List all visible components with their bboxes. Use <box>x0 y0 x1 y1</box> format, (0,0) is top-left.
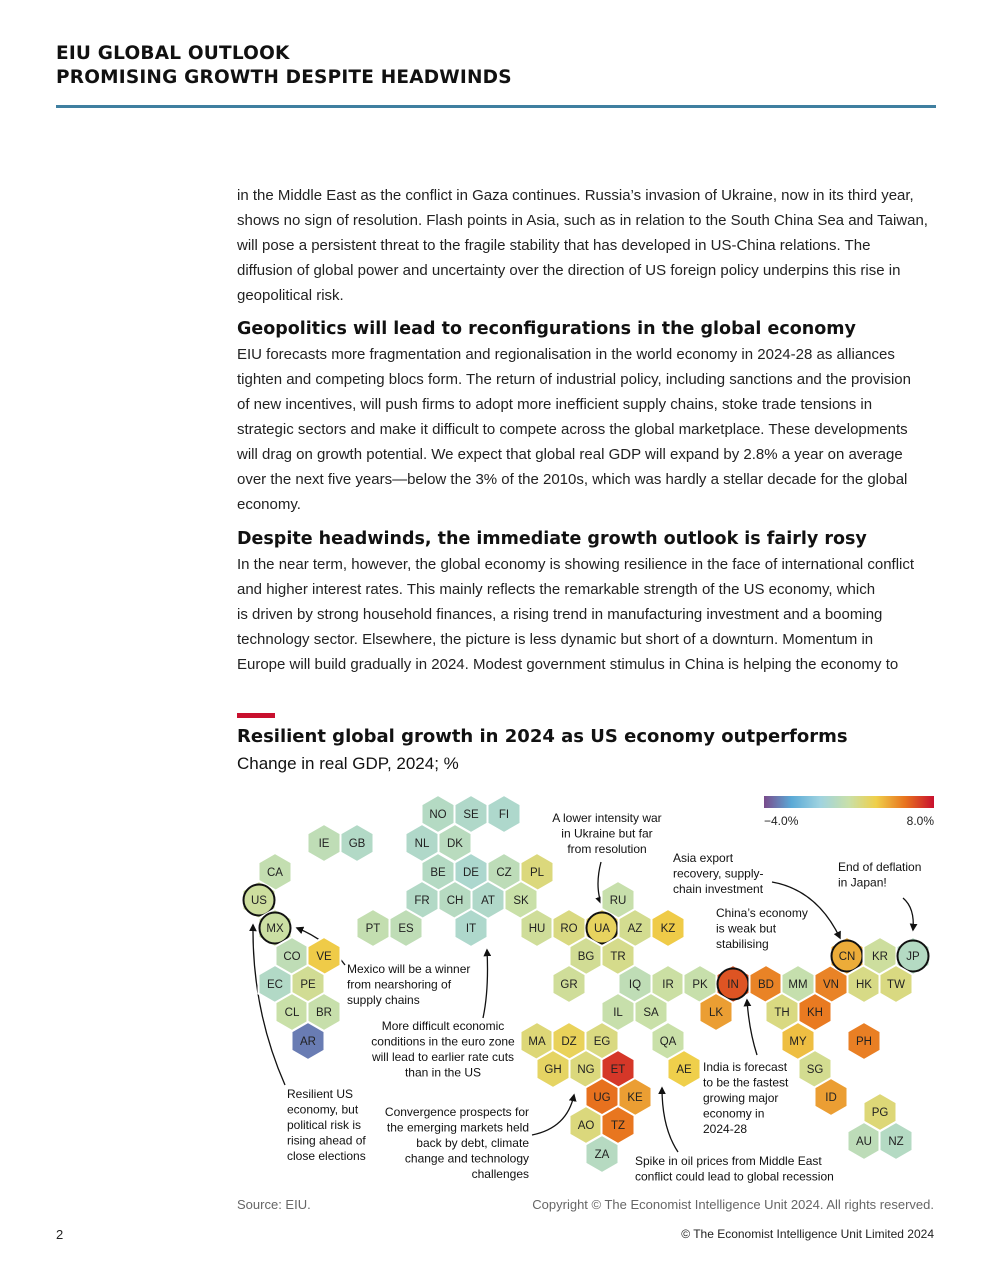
hex-label: KE <box>627 1092 643 1104</box>
hex-label: GR <box>560 979 578 991</box>
text-line: over the next five years—below the 3% of the 2010s, which was hardly a stellar decade for the global <box>237 471 908 488</box>
text-line: EIU forecasts more fragmentation and regionalisation in the world economy in 2024-28 as alliances <box>237 346 895 363</box>
hex-label: ID <box>825 1092 837 1104</box>
hex-label: VN <box>823 979 839 991</box>
page-copyright: © The Economist Intelligence Unit Limited 2024 <box>681 1227 934 1241</box>
hex-label: ZA <box>594 1149 610 1161</box>
arrow-euro <box>483 950 488 1018</box>
annotation-mexico: Mexico will be a winner from nearshoring of supply chains <box>347 962 471 1007</box>
hex-label: EG <box>593 1036 611 1048</box>
hex-label: AO <box>577 1120 595 1132</box>
text-line: shows no sign of resolution. Flash points in Asia, such as in relation to the South China Sea and Taiwan, <box>237 212 928 229</box>
hex-label: CN <box>838 951 856 963</box>
text-line: In the near term, however, the global economy is showing resilience in the face of international conflict <box>237 556 915 573</box>
country-hex-pt <box>357 909 390 947</box>
country-hex-fi <box>488 795 521 833</box>
hex-label: TH <box>774 1007 790 1019</box>
annotation-japan: End of deflation in Japan! <box>838 860 922 890</box>
arrow-japan <box>903 898 913 930</box>
hex-label: TR <box>610 951 626 963</box>
country-hex-ph <box>848 1022 881 1060</box>
hex-label: SG <box>806 1064 824 1076</box>
hex-label: ES <box>398 923 414 935</box>
annotation-euro: More difficult economic conditions in the euro zone will lead to earlier rate cuts than in the US <box>371 1019 515 1080</box>
paragraph-2 <box>237 342 937 517</box>
hex-label: DE <box>463 867 479 879</box>
hex-label: BD <box>758 979 774 991</box>
hex-label: PL <box>529 867 545 879</box>
text-line: of new incentives, will push firms to adopt more inefficient supply chains, stoke trade tensions in <box>237 396 873 413</box>
hex-label: DK <box>447 838 463 850</box>
hex-label: GB <box>348 838 366 850</box>
hex-label: PH <box>856 1036 872 1048</box>
country-hex-ie <box>308 824 341 862</box>
header-line-2: PROMISING GROWTH DESPITE HEADWINDS <box>56 67 512 88</box>
header-line-1: EIU GLOBAL OUTLOOK <box>56 43 290 64</box>
chart-copyright: Copyright © The Economist Intelligence Unit 2024. All rights reserved. <box>532 1197 934 1212</box>
hex-label: SA <box>643 1007 659 1019</box>
arrow-india <box>747 1000 757 1055</box>
hex-label: TZ <box>610 1120 626 1132</box>
hex-label: MA <box>528 1036 546 1048</box>
hex-label: JP <box>906 951 920 963</box>
arrow-oil <box>662 1088 678 1152</box>
annotation-asia: Asia export recovery, supply-chain investment <box>673 851 764 896</box>
text-line: diffusion of global power and uncertainty over the direction of US foreign policy underpins this rise in <box>237 262 901 279</box>
country-hex-id <box>815 1078 848 1116</box>
hex-label: MY <box>789 1036 807 1048</box>
country-hex-nz <box>880 1122 913 1160</box>
hex-label: DZ <box>561 1036 577 1048</box>
country-hex-es <box>390 909 423 947</box>
text-line: will drag on growth potential. We expect that global real GDP will expand by 2.8% a year on average <box>237 446 903 463</box>
country-hex-hu <box>521 909 554 947</box>
annotation-china: China’s economy is weak but stabilising <box>716 906 808 951</box>
hex-label: BG <box>577 951 595 963</box>
paragraph-1 <box>237 183 937 308</box>
hex-label: UG <box>593 1092 611 1104</box>
hex-label: FR <box>414 895 430 907</box>
hex-label: SE <box>463 809 479 821</box>
hex-label: KR <box>872 951 888 963</box>
arrow-em <box>532 1095 574 1135</box>
hex-label: SK <box>513 895 529 907</box>
hex-label: UA <box>594 923 610 935</box>
chart-accent-bar <box>237 713 275 718</box>
hex-label: AU <box>856 1136 872 1148</box>
chart-source: Source: EIU. <box>237 1197 311 1212</box>
hex-label: BR <box>316 1007 332 1019</box>
hex-label: NL <box>414 838 430 850</box>
annotation-em: Convergence prospects for the emerging markets held back by debt, climate change and technology challenges <box>384 1105 529 1181</box>
annotation-oil: Spike in oil prices from Middle East conflict could lead to global recession <box>635 1154 834 1184</box>
text-line: strategic sectors and make it difficult to compete across the global marketplace. These developments <box>237 421 908 438</box>
hex-label: CL <box>284 1007 300 1019</box>
color-legend <box>764 796 934 828</box>
text-line: Europe will build gradually in 2024. Modest government stimulus in China is helping the economy to <box>237 656 899 673</box>
country-hex-ae <box>668 1050 701 1088</box>
hex-label: GH <box>544 1064 562 1076</box>
annotation-us: Resilient US economy, but political risk is rising ahead of close elections <box>287 1087 366 1163</box>
hex-label: VE <box>316 951 332 963</box>
annotation-ukraine: A lower intensity war in Ukraine but far from resolution <box>552 811 662 856</box>
text-line: in the Middle East as the conflict in Gaza continues. Russia’s invasion of Ukraine, now in its third year, <box>237 187 914 204</box>
hex-label: RO <box>560 923 578 935</box>
hex-label: CH <box>446 895 464 907</box>
text-line: and higher interest rates. This mainly reflects the remarkable strength of the US economy, which <box>237 581 876 598</box>
text-line: is driven by strong household finances, a rising trend in manufacturing investment and a booming <box>237 606 883 623</box>
hex-label: IQ <box>628 979 642 991</box>
hex-label: KH <box>807 1007 823 1019</box>
hex-label: ET <box>610 1064 626 1076</box>
chart-title: Resilient global growth in 2024 as US economy outperforms <box>237 726 848 747</box>
hex-label: IE <box>318 838 330 850</box>
country-hex-kz <box>652 909 685 947</box>
hex-label: RU <box>609 895 627 907</box>
country-hex-gh <box>537 1050 570 1088</box>
country-hex-gb <box>341 824 374 862</box>
hex-label: US <box>251 895 267 907</box>
hex-label: CO <box>283 951 301 963</box>
text-line: technology sector. Elsewhere, the picture is less dynamic but short of a downturn. Momentum in <box>237 631 874 648</box>
chart-subtitle: Change in real GDP, 2024; % <box>237 754 459 773</box>
hex-label: TW <box>887 979 905 991</box>
hex-label: PG <box>871 1107 889 1119</box>
legend-max-label: 8.0% <box>906 814 934 828</box>
page-number: 2 <box>56 1227 64 1242</box>
hex-label: PT <box>365 923 381 935</box>
paragraph-3 <box>237 552 937 677</box>
hex-label: MM <box>788 979 808 991</box>
section-heading-outlook: Despite headwinds, the immediate growth outlook is fairly rosy <box>237 529 867 549</box>
country-hex-it <box>455 909 488 947</box>
hex-label: BE <box>430 867 446 879</box>
country-hex-tw <box>880 965 913 1003</box>
section-heading-geopolitics: Geopolitics will lead to reconfigurations in the global economy <box>237 319 856 339</box>
hex-label: AR <box>300 1036 316 1048</box>
hex-label: NG <box>577 1064 595 1076</box>
country-hex-ar <box>292 1022 325 1060</box>
hex-label: MX <box>266 923 284 935</box>
hex-label: LK <box>708 1007 724 1019</box>
text-line: geopolitical risk. <box>237 287 344 304</box>
hex-label: PK <box>692 979 708 991</box>
hex-label: AE <box>676 1064 692 1076</box>
country-hex-au <box>848 1122 881 1160</box>
hex-label: EC <box>267 979 283 991</box>
country-hex-gr <box>553 965 586 1003</box>
hex-label: QA <box>659 1036 677 1048</box>
hex-label: HU <box>528 923 546 935</box>
hex-label: PE <box>300 979 316 991</box>
annotation-india: India is forecast to be the fastest growing major economy in 2024-28 <box>703 1060 789 1136</box>
text-line: economy. <box>237 496 301 513</box>
header-rule <box>56 105 936 108</box>
hex-label: AZ <box>627 923 643 935</box>
hex-label: FI <box>498 809 510 821</box>
hex-label: HK <box>856 979 872 991</box>
text-line: will pose a persistent threat to the fragile stability that has developed in US-China relations. The <box>237 237 871 254</box>
country-hex-za <box>586 1135 619 1173</box>
hex-label: NZ <box>888 1136 904 1148</box>
hex-label: CZ <box>496 867 512 879</box>
text-line: tighten and competing blocs form. The return of industrial policy, including sanctions and the provision <box>237 371 911 388</box>
hex-map-chart <box>237 790 937 1190</box>
hex-label: IR <box>662 979 674 991</box>
hex-label: NO <box>429 809 447 821</box>
hex-label: IN <box>727 979 739 991</box>
legend-min-label: −4.0% <box>764 814 799 828</box>
hex-label: IT <box>465 923 477 935</box>
legend-gradient-bar <box>764 796 934 808</box>
hex-label: CA <box>267 867 283 879</box>
hex-label: KZ <box>660 923 676 935</box>
hex-label: AT <box>481 895 495 907</box>
document-header <box>56 42 936 90</box>
country-hex-lk <box>700 993 733 1031</box>
hex-label: IL <box>613 1007 623 1019</box>
